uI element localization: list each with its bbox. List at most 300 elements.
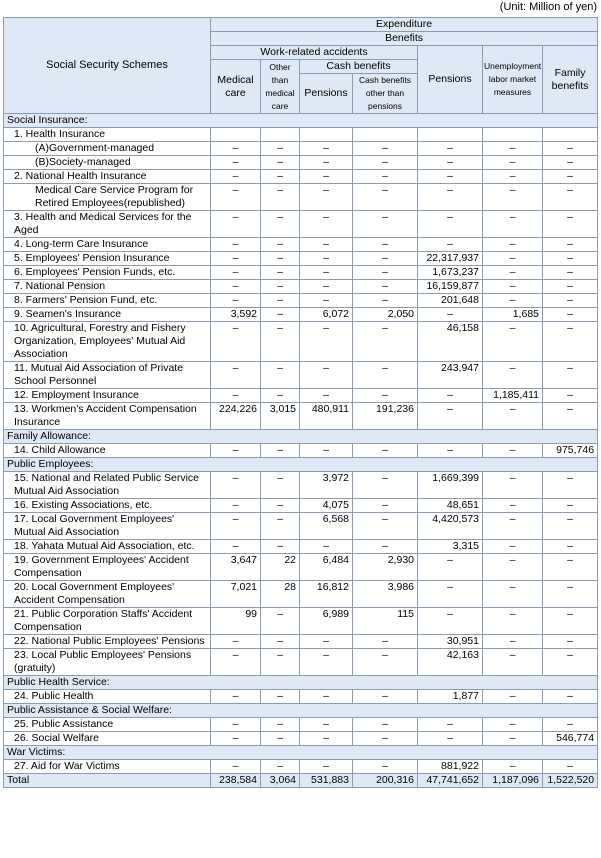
table-row (4, 499, 598, 513)
value-cell: – (483, 635, 543, 649)
value-cell: – (353, 280, 418, 294)
value-cell: – (300, 156, 353, 170)
value-cell: – (211, 294, 261, 308)
value-cell: – (261, 732, 300, 746)
section-fill (211, 430, 598, 444)
table-row (4, 732, 598, 746)
value-cell: – (300, 280, 353, 294)
value-cell: – (261, 156, 300, 170)
value-cell: – (483, 156, 543, 170)
scheme-name: 14. Child Allowance (4, 444, 211, 458)
value-cell: – (211, 170, 261, 184)
value-cell: – (300, 690, 353, 704)
value-cell: – (483, 170, 543, 184)
value-cell: 3,064 (261, 774, 300, 788)
value-cell: – (483, 554, 543, 581)
value-cell: – (418, 308, 483, 322)
value-cell: – (353, 472, 418, 499)
value-cell: – (483, 499, 543, 513)
value-cell: – (261, 499, 300, 513)
value-cell: – (300, 322, 353, 362)
value-cell: – (543, 513, 598, 540)
value-cell: 1,187,096 (483, 774, 543, 788)
value-cell: – (261, 362, 300, 389)
value-cell: – (261, 280, 300, 294)
header-scheme: Social Security Schemes (4, 18, 211, 114)
value-cell: – (543, 362, 598, 389)
table-row (4, 322, 598, 362)
value-cell: 1,669,399 (418, 472, 483, 499)
value-cell: – (543, 554, 598, 581)
scheme-name: 26. Social Welfare (4, 732, 211, 746)
table-row (4, 280, 598, 294)
value-cell: 1,522,520 (543, 774, 598, 788)
value-cell: – (483, 211, 543, 238)
value-cell: – (418, 389, 483, 403)
value-cell: – (300, 294, 353, 308)
section-row (4, 746, 598, 760)
value-cell: 224,226 (211, 403, 261, 430)
value-cell: – (211, 266, 261, 280)
value-cell: – (418, 184, 483, 211)
value-cell: 6,568 (300, 513, 353, 540)
scheme-name: 9. Seamen's Insurance (4, 308, 211, 322)
value-cell: – (418, 732, 483, 746)
value-cell: – (418, 142, 483, 156)
value-cell: – (483, 718, 543, 732)
value-cell: 3,972 (300, 472, 353, 499)
header-cb-other: Cash benefits other than pensions (353, 74, 418, 114)
value-cell: – (211, 211, 261, 238)
scheme-name: Medical Care Service Program for Retired Employees(republished) (4, 184, 211, 211)
value-cell: 1,877 (418, 690, 483, 704)
value-cell: 200,316 (353, 774, 418, 788)
value-cell: – (418, 581, 483, 608)
value-cell: – (483, 581, 543, 608)
value-cell: – (300, 238, 353, 252)
value-cell: – (261, 238, 300, 252)
value-cell: – (418, 211, 483, 238)
table-row (4, 513, 598, 540)
table-body (4, 114, 598, 788)
table-row (4, 362, 598, 389)
value-cell: – (261, 389, 300, 403)
value-cell: – (211, 362, 261, 389)
value-cell: – (543, 142, 598, 156)
total-row (4, 774, 598, 788)
scheme-name: 19. Government Employees' Accident Compensation (4, 554, 211, 581)
scheme-name: Total (4, 774, 211, 788)
value-cell: 1,673,237 (418, 266, 483, 280)
value-cell: 3,647 (211, 554, 261, 581)
value-cell: – (353, 649, 418, 676)
scheme-name: 10. Agricultural, Forestry and Fishery Organization, Employees' Mutual Aid Association (4, 322, 211, 362)
table-row (4, 760, 598, 774)
value-cell: – (211, 732, 261, 746)
section-fill (211, 676, 598, 690)
value-cell: 201,648 (418, 294, 483, 308)
value-cell: 3,015 (261, 403, 300, 430)
value-cell: – (543, 581, 598, 608)
value-cell: – (261, 760, 300, 774)
header-family: Family benefits (543, 46, 598, 114)
value-cell: – (300, 635, 353, 649)
value-cell: – (483, 513, 543, 540)
value-cell: 22,317,937 (418, 252, 483, 266)
value-cell: – (418, 170, 483, 184)
value-cell (483, 128, 543, 142)
value-cell: – (300, 266, 353, 280)
table-row (4, 718, 598, 732)
table-row (4, 170, 598, 184)
scheme-name: 12. Employment Insurance (4, 389, 211, 403)
value-cell: – (211, 513, 261, 540)
value-cell: – (353, 635, 418, 649)
value-cell: – (211, 540, 261, 554)
value-cell: – (543, 266, 598, 280)
table-row (4, 635, 598, 649)
value-cell: – (261, 170, 300, 184)
header-cash-benefits: Cash benefits (300, 60, 418, 74)
value-cell: 47,741,652 (418, 774, 483, 788)
value-cell: – (300, 760, 353, 774)
table-row (4, 649, 598, 676)
value-cell: – (483, 403, 543, 430)
value-cell: – (353, 732, 418, 746)
scheme-name: 18. Yahata Mutual Aid Association, etc. (4, 540, 211, 554)
table-row (4, 238, 598, 252)
value-cell: – (211, 389, 261, 403)
value-cell: – (353, 444, 418, 458)
value-cell: – (483, 540, 543, 554)
value-cell: 546,774 (543, 732, 598, 746)
table-row (4, 690, 598, 704)
value-cell: – (353, 266, 418, 280)
value-cell: – (300, 211, 353, 238)
scheme-name: 27. Aid for War Victims (4, 760, 211, 774)
value-cell: 28 (261, 581, 300, 608)
value-cell: – (543, 184, 598, 211)
section-fill (211, 704, 598, 718)
table-row (4, 389, 598, 403)
value-cell: – (543, 635, 598, 649)
table-row (4, 252, 598, 266)
value-cell: 46,158 (418, 322, 483, 362)
value-cell: – (483, 322, 543, 362)
section-label: War Victims: (4, 746, 211, 760)
scheme-name: (B)Society-managed (4, 156, 211, 170)
scheme-name: 6. Employees' Pension Funds, etc. (4, 266, 211, 280)
value-cell: – (261, 608, 300, 635)
scheme-name: 11. Mutual Aid Association of Private School Personnel (4, 362, 211, 389)
section-fill (211, 114, 598, 128)
value-cell: – (483, 472, 543, 499)
value-cell: 99 (211, 608, 261, 635)
value-cell: – (353, 362, 418, 389)
value-cell: – (261, 472, 300, 499)
section-row (4, 676, 598, 690)
value-cell: – (300, 718, 353, 732)
value-cell: 6,989 (300, 608, 353, 635)
section-fill (211, 458, 598, 472)
value-cell: – (300, 142, 353, 156)
value-cell: – (483, 690, 543, 704)
value-cell: – (353, 389, 418, 403)
scheme-name: (A)Government-managed (4, 142, 211, 156)
value-cell: 1,185,411 (483, 389, 543, 403)
value-cell: 975,746 (543, 444, 598, 458)
value-cell: 243,947 (418, 362, 483, 389)
header-benefits: Benefits (211, 32, 598, 46)
table-row (4, 581, 598, 608)
value-cell: – (353, 760, 418, 774)
scheme-name: 8. Farmers' Pension Fund, etc. (4, 294, 211, 308)
value-cell: – (353, 184, 418, 211)
table-row (4, 156, 598, 170)
value-cell: – (483, 142, 543, 156)
value-cell: – (353, 499, 418, 513)
value-cell: – (543, 472, 598, 499)
value-cell: – (261, 322, 300, 362)
value-cell: – (418, 444, 483, 458)
value-cell: – (353, 718, 418, 732)
value-cell: 4,420,573 (418, 513, 483, 540)
value-cell: – (300, 732, 353, 746)
scheme-name: 20. Local Government Employees' Accident Compensation (4, 581, 211, 608)
value-cell: – (418, 554, 483, 581)
value-cell: – (543, 540, 598, 554)
value-cell: – (543, 308, 598, 322)
value-cell: – (353, 211, 418, 238)
table-row (4, 211, 598, 238)
scheme-name: 22. National Public Employees' Pensions (4, 635, 211, 649)
value-cell (300, 128, 353, 142)
value-cell: – (211, 322, 261, 362)
section-label: Public Assistance & Social Welfare: (4, 704, 211, 718)
value-cell: – (353, 322, 418, 362)
value-cell: – (418, 718, 483, 732)
value-cell: 16,159,877 (418, 280, 483, 294)
value-cell: 1,685 (483, 308, 543, 322)
header-pensions: Pensions (418, 46, 483, 114)
value-cell: – (261, 184, 300, 211)
value-cell: – (543, 760, 598, 774)
value-cell: – (483, 649, 543, 676)
value-cell: – (483, 238, 543, 252)
value-cell: 7,021 (211, 581, 261, 608)
value-cell: 30,951 (418, 635, 483, 649)
value-cell (353, 128, 418, 142)
value-cell: 531,883 (300, 774, 353, 788)
header-cb-pensions: Pensions (300, 74, 353, 114)
value-cell: – (543, 211, 598, 238)
value-cell: – (353, 690, 418, 704)
header-medical-care: Medical care (211, 60, 261, 114)
scheme-name: 13. Workmen's Accident Compensation Insurance (4, 403, 211, 430)
value-cell (211, 128, 261, 142)
value-cell: – (543, 499, 598, 513)
table-row (4, 403, 598, 430)
value-cell: – (211, 156, 261, 170)
section-row (4, 114, 598, 128)
value-cell: – (261, 513, 300, 540)
value-cell: – (543, 608, 598, 635)
value-cell: – (261, 294, 300, 308)
value-cell: – (211, 760, 261, 774)
table-row (4, 184, 598, 211)
value-cell: – (543, 238, 598, 252)
value-cell: – (261, 540, 300, 554)
table-row (4, 444, 598, 458)
scheme-name: 4. Long-term Care Insurance (4, 238, 211, 252)
header-expenditure: Expenditure (211, 18, 598, 32)
header-other-medical: Other than medical care (261, 60, 300, 114)
table-row (4, 128, 598, 142)
value-cell: – (543, 322, 598, 362)
scheme-name: 7. National Pension (4, 280, 211, 294)
value-cell: – (353, 156, 418, 170)
value-cell: – (543, 690, 598, 704)
value-cell (418, 128, 483, 142)
value-cell: – (211, 280, 261, 294)
value-cell: – (211, 690, 261, 704)
value-cell: – (300, 170, 353, 184)
value-cell: – (300, 389, 353, 403)
scheme-name: 15. National and Related Public Service Mutual Aid Association (4, 472, 211, 499)
value-cell: – (300, 649, 353, 676)
table-row (4, 308, 598, 322)
value-cell: – (211, 252, 261, 266)
value-cell: – (483, 444, 543, 458)
scheme-name: 5. Employees' Pension Insurance (4, 252, 211, 266)
section-fill (211, 746, 598, 760)
section-label: Family Allowance: (4, 430, 211, 444)
value-cell: 22 (261, 554, 300, 581)
value-cell: – (211, 142, 261, 156)
value-cell: – (211, 499, 261, 513)
value-cell: – (211, 718, 261, 732)
value-cell: 42,163 (418, 649, 483, 676)
table-row (4, 540, 598, 554)
value-cell: 48,651 (418, 499, 483, 513)
section-label: Public Employees: (4, 458, 211, 472)
value-cell: – (483, 608, 543, 635)
value-cell: – (418, 238, 483, 252)
value-cell: – (543, 718, 598, 732)
value-cell: – (483, 760, 543, 774)
table-header (4, 18, 598, 114)
scheme-name: 24. Public Health (4, 690, 211, 704)
value-cell: – (483, 184, 543, 211)
value-cell: – (353, 170, 418, 184)
value-cell: – (418, 403, 483, 430)
value-cell: 881,922 (418, 760, 483, 774)
value-cell: – (543, 252, 598, 266)
value-cell: – (483, 280, 543, 294)
value-cell: 3,592 (211, 308, 261, 322)
social-security-table (3, 17, 598, 788)
value-cell: – (418, 608, 483, 635)
table-row (4, 266, 598, 280)
value-cell: – (353, 540, 418, 554)
value-cell: – (353, 252, 418, 266)
value-cell: – (543, 389, 598, 403)
table-row (4, 554, 598, 581)
value-cell: – (211, 472, 261, 499)
value-cell: – (261, 690, 300, 704)
value-cell: – (261, 635, 300, 649)
scheme-name: 17. Local Government Employees' Mutual Aid Association (4, 513, 211, 540)
value-cell: – (300, 444, 353, 458)
value-cell (261, 128, 300, 142)
value-cell: 3,315 (418, 540, 483, 554)
value-cell: 115 (353, 608, 418, 635)
value-cell: 6,072 (300, 308, 353, 322)
section-row (4, 430, 598, 444)
value-cell: – (211, 635, 261, 649)
value-cell: – (300, 252, 353, 266)
value-cell: – (483, 732, 543, 746)
value-cell: – (300, 184, 353, 211)
scheme-name: 3. Health and Medical Services for the Aged (4, 211, 211, 238)
value-cell: – (418, 156, 483, 170)
header-work-related: Work-related accidents (211, 46, 418, 60)
scheme-name: 21. Public Corporation Staffs' Accident Compensation (4, 608, 211, 635)
value-cell: – (261, 649, 300, 676)
value-cell: – (483, 362, 543, 389)
value-cell: – (353, 294, 418, 308)
unit-label: (Unit: Million of yen) (499, 1, 597, 13)
value-cell: 4,075 (300, 499, 353, 513)
scheme-name: 25. Public Assistance (4, 718, 211, 732)
value-cell: – (261, 308, 300, 322)
value-cell: 191,236 (353, 403, 418, 430)
value-cell: – (543, 170, 598, 184)
value-cell: – (261, 142, 300, 156)
table-row (4, 294, 598, 308)
value-cell: – (353, 142, 418, 156)
section-label: Social Insurance: (4, 114, 211, 128)
value-cell: – (261, 718, 300, 732)
value-cell: 238,584 (211, 774, 261, 788)
value-cell: – (300, 540, 353, 554)
scheme-name: 2. National Health Insurance (4, 170, 211, 184)
section-label: Public Health Service: (4, 676, 211, 690)
value-cell: – (543, 294, 598, 308)
value-cell: – (261, 266, 300, 280)
table-row (4, 608, 598, 635)
value-cell: 6,484 (300, 554, 353, 581)
value-cell: – (543, 403, 598, 430)
section-row (4, 704, 598, 718)
table-row (4, 142, 598, 156)
scheme-name: 16. Existing Associations, etc. (4, 499, 211, 513)
value-cell: – (353, 238, 418, 252)
section-row (4, 458, 598, 472)
value-cell: – (211, 649, 261, 676)
scheme-name: 1. Health Insurance (4, 128, 211, 142)
value-cell: 2,050 (353, 308, 418, 322)
value-cell: – (211, 184, 261, 211)
value-cell: – (543, 280, 598, 294)
value-cell: – (353, 513, 418, 540)
header-unemployment: Unemployment labor market measures (483, 46, 543, 114)
value-cell: – (211, 238, 261, 252)
value-cell: 480,911 (300, 403, 353, 430)
value-cell: – (261, 444, 300, 458)
value-cell: 3,986 (353, 581, 418, 608)
value-cell: – (483, 294, 543, 308)
